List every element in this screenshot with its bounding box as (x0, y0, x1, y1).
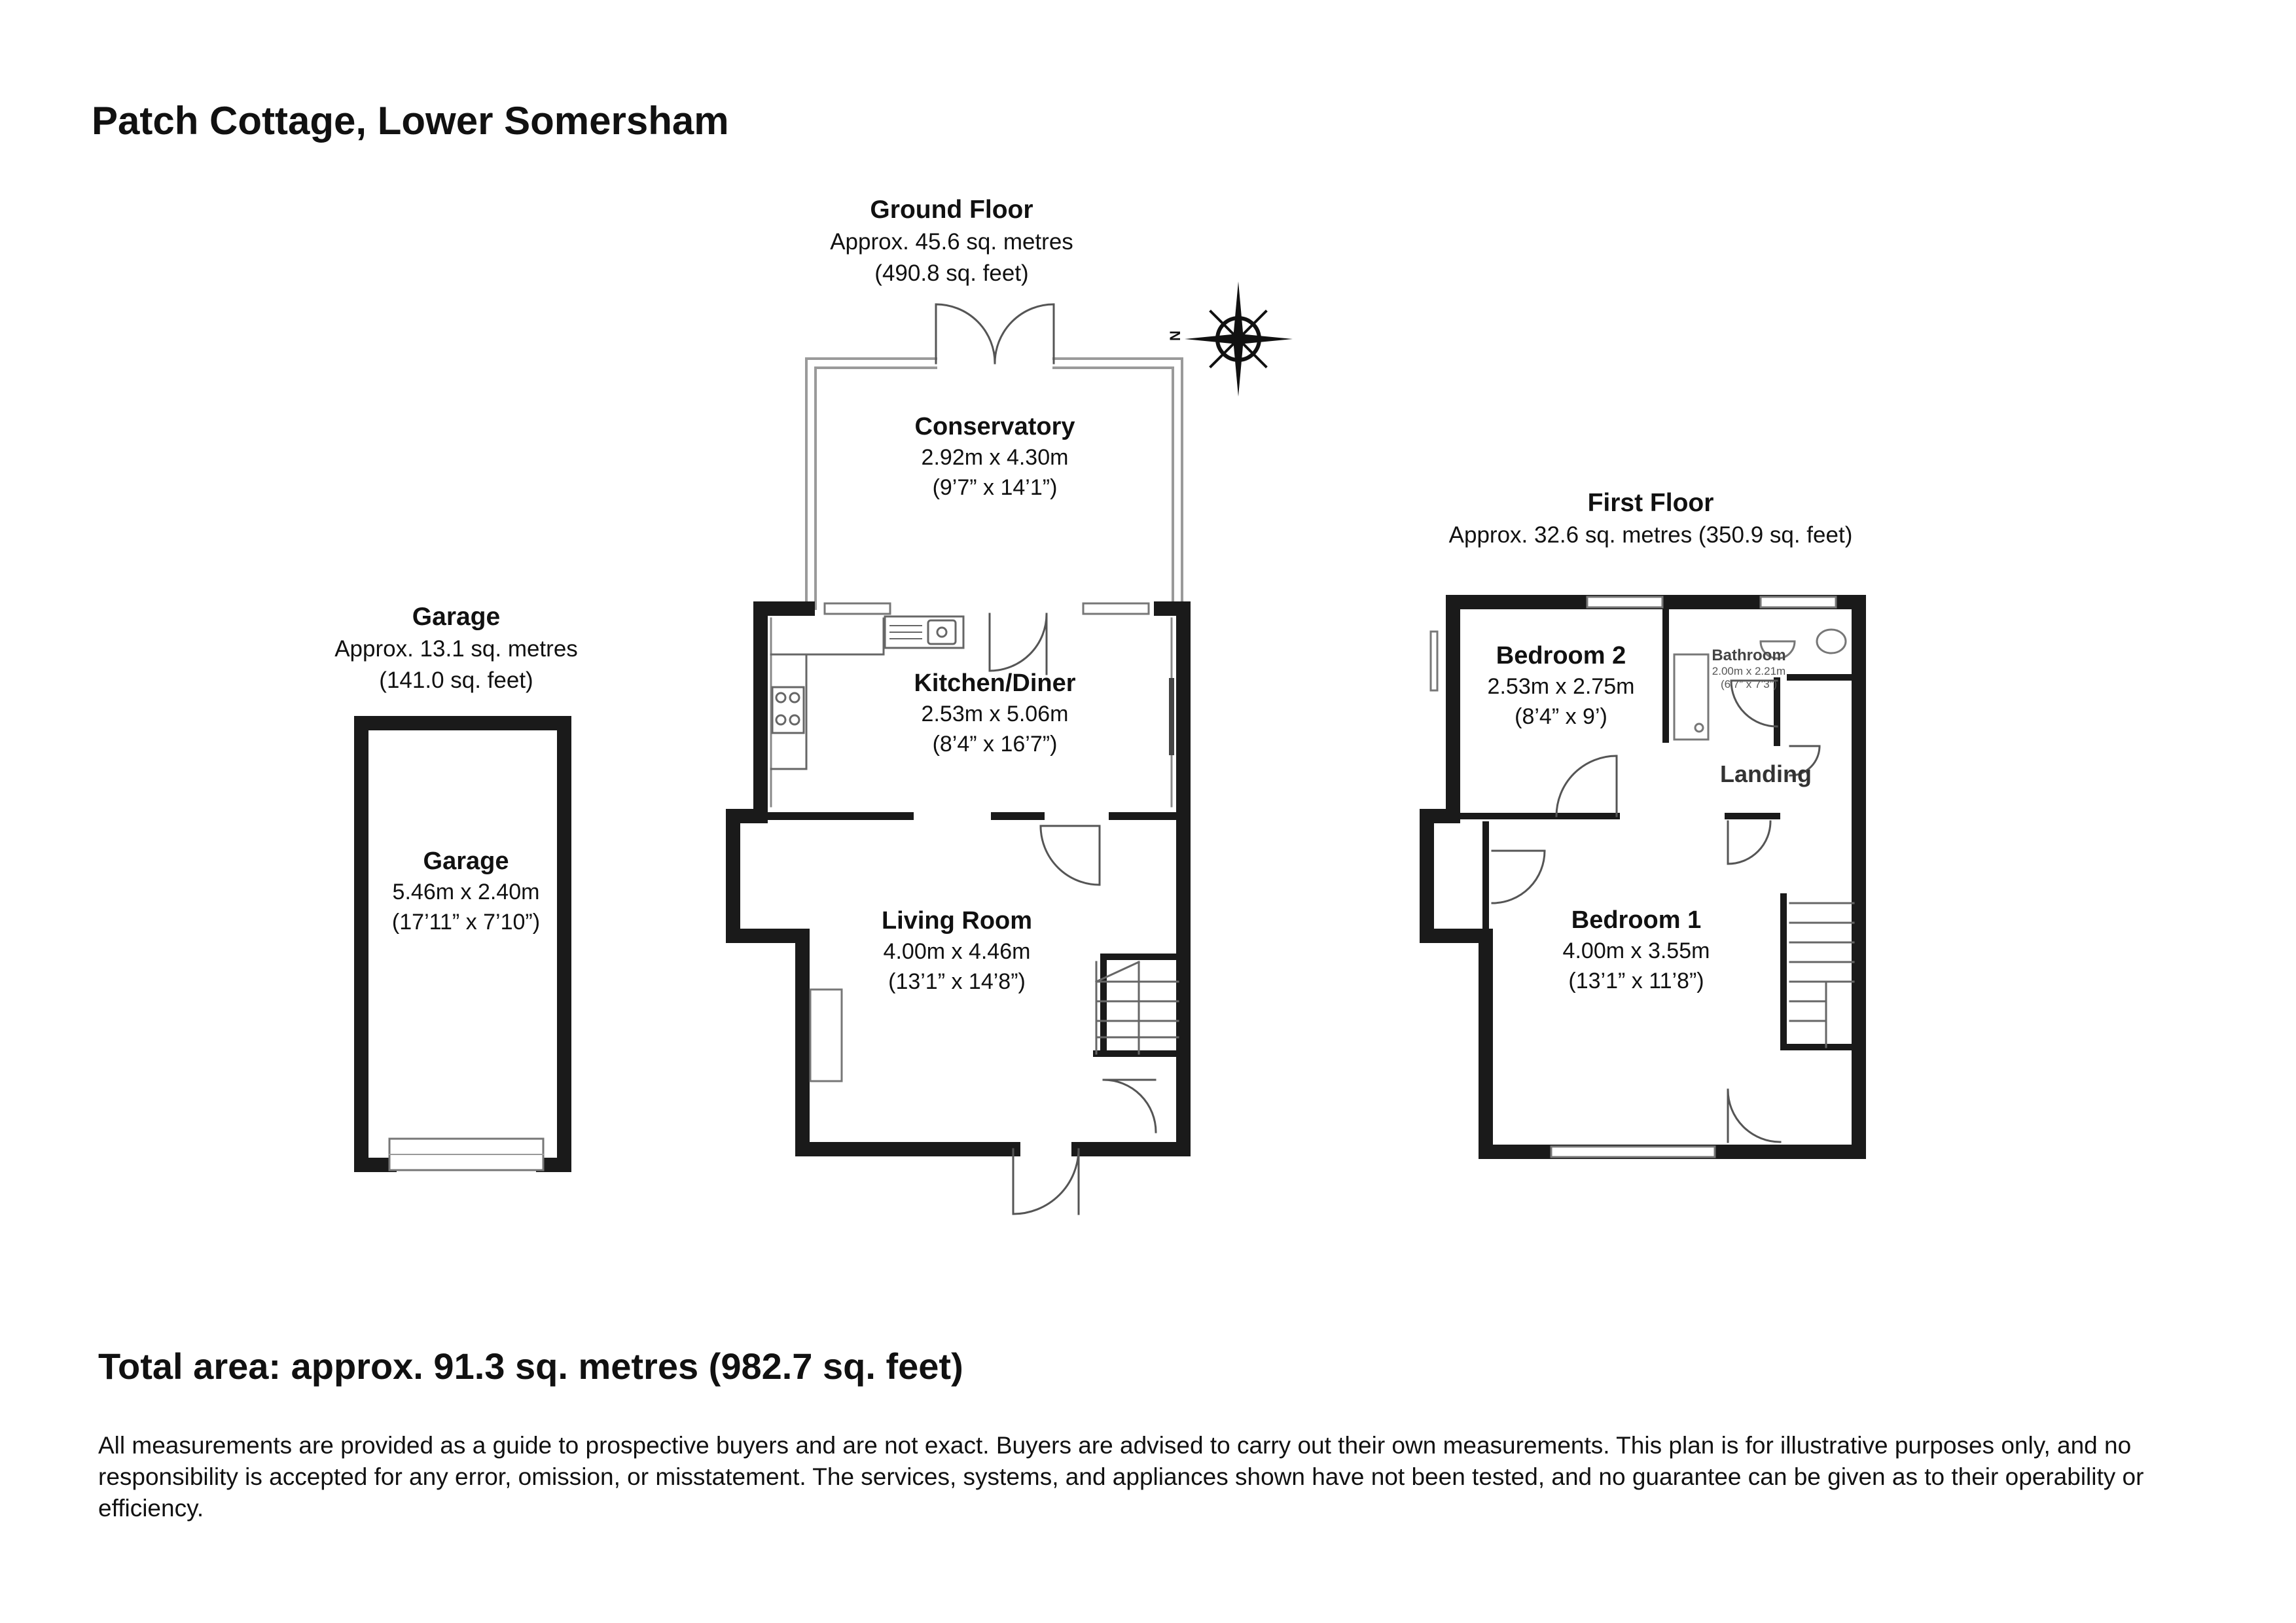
sink-icon (928, 620, 956, 644)
first-floor-header (1449, 487, 1853, 551)
room-label-bathroom (1712, 647, 1785, 691)
room-dimensions-imperial: (9’7” x 14’1”) (932, 475, 1058, 500)
bedroom2-window (1587, 597, 1662, 607)
room-name: Living Room (881, 907, 1033, 935)
ground-stairs (1096, 957, 1178, 1054)
room-name: Kitchen/Diner (914, 669, 1076, 697)
room-dimensions: 2.00m x 2.21m (1712, 665, 1786, 677)
compass-north-label: N (1166, 330, 1183, 341)
room-label-landing: Landing (1720, 760, 1812, 787)
front-door (1013, 1149, 1079, 1214)
garage-plan (361, 723, 564, 1170)
room-label-garage (392, 846, 540, 937)
room-name: Bathroom (1712, 647, 1786, 664)
room-dimensions-imperial: (6’7” x 7’3”) (1721, 678, 1777, 690)
room-name: Bedroom 1 (1571, 906, 1702, 934)
garage-floor-area-imperial: (141.0 sq. feet) (379, 668, 533, 693)
room-label-living (882, 905, 1032, 997)
room-dimensions-imperial: (17’11” x 7’10”) (391, 910, 541, 935)
room-dimensions: 4.00m x 3.55m (1562, 938, 1710, 963)
room-dimensions: 2.53m x 5.06m (921, 702, 1069, 726)
garage-floor-area: Approx. 13.1 sq. metres (334, 636, 578, 662)
ground-floor-header (830, 194, 1073, 289)
first-floor-name: First Floor (1587, 489, 1714, 517)
ground-floor-area: Approx. 45.6 sq. metres (830, 229, 1073, 255)
room-label-bedroom2 (1488, 640, 1635, 732)
room-dimensions-imperial: (8’4” x 16’7”) (932, 732, 1058, 757)
room-dimensions-imperial: (13’1” x 14’8”) (888, 969, 1026, 994)
total-area: Total area: approx. 91.3 sq. metres (982.7 sq. feet) (98, 1346, 963, 1387)
bathroom-window (1761, 597, 1836, 607)
room-name: Bedroom 2 (1496, 642, 1626, 669)
compass-icon (1185, 281, 1293, 397)
room-dimensions: 2.92m x 4.30m (921, 445, 1069, 470)
first-stairs (1784, 897, 1854, 1047)
kitchen-window (1083, 603, 1149, 614)
room-label-bedroom1 (1563, 904, 1710, 996)
room-label-conservatory (915, 411, 1075, 503)
garage-floor-name: Garage (412, 603, 501, 631)
fireplace (810, 990, 842, 1081)
ground-floor-name: Ground Floor (870, 196, 1033, 224)
room-dimensions: 4.00m x 4.46m (883, 939, 1031, 964)
page-title: Patch Cottage, Lower Somersham (92, 99, 729, 143)
room-name: Garage (423, 847, 509, 875)
room-name: Conservatory (914, 413, 1075, 440)
ground-floor-area-imperial: (490.8 sq. feet) (874, 260, 1029, 286)
garage-header (334, 601, 578, 696)
room-dimensions: 5.46m x 2.40m (392, 880, 540, 904)
conservatory-french-doors (936, 304, 1054, 363)
bedroom1-window (1551, 1147, 1715, 1157)
toilet-icon (1817, 630, 1846, 653)
kitchen-door (990, 614, 1047, 674)
disclaimer-text: All measurements are provided as a guide to prospective buyers and are not exact. Buyers are advised to carry out their own measurements. This plan is for illustrative purposes only, and no responsibility is accepted for any error, omission, or misstatement. The services, systems, and appliances shown have not been tested, and no guarantee can be given as to their operability or efficiency. (98, 1432, 2144, 1522)
first-floor-area: Approx. 32.6 sq. metres (350.9 sq. feet) (1448, 522, 1853, 548)
room-dimensions-imperial: (8’4” x 9’) (1515, 704, 1607, 729)
room-dimensions: 2.53m x 2.75m (1487, 674, 1635, 699)
room-dimensions-imperial: (13’1” x 11’8”) (1568, 969, 1704, 993)
room-label-kitchen (914, 668, 1075, 759)
